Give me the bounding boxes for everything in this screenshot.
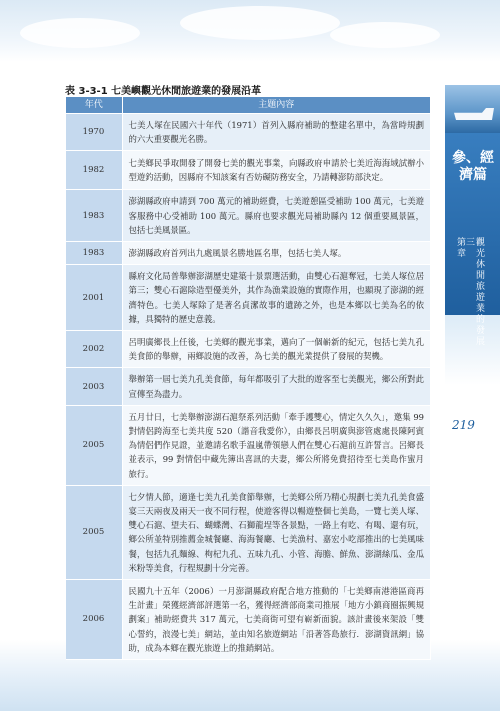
table-row <box>66 151 431 190</box>
table-row <box>66 580 431 660</box>
row-content: 縣府文化局普舉辦澎湖歷史建築十景票選活動，由雙心石滬奪冠，七美人塚位居第三；雙心石滬除造型優美外，其作為漁業設施的實際作用，也顯現了澎湖的經濟特色。七美人塚除了是著名貞潔故事的遺跡之外，也是本鄉以七美為名的依據，具獨特的歷史意義。 <box>122 265 431 331</box>
row-content: 七夕情人節，適逢七美九孔美食節舉辦，七美鄉公所乃精心規劃七美九孔美食盛宴三天兩夜及兩天一夜不同行程，使遊客得以暢遊整個七美島，一覽七美人塚、雙心石滬、望夫石、蝴蝶灣、石獅龍埕等各景點，一路上有吃、有喝、還有玩，鄉公所並特別推薦金城餐廳、海海餐廳、七美漁村、嘉宏小吃部推出的七美風味餐，包括九孔麵線、枸杞九孔、五味九孔、小管、海膽、鮮魚、澎湖絲瓜、金瓜米粉等美食，行程規劃十分完善。 <box>122 485 431 579</box>
header-content: 主題內容 <box>122 97 431 114</box>
row-year: 1982 <box>66 151 123 190</box>
row-content: 呂明廣鄉長上任後，七美鄉的觀光事業，邁向了一個嶄新的紀元，包括七美九孔美食節的舉辦，兩鄉設施的改善，為七美的觀光業提供了發展的契機。 <box>122 331 431 368</box>
row-year: 2003 <box>66 368 123 405</box>
row-year: 1970 <box>66 114 123 151</box>
cloud <box>20 18 140 48</box>
row-content: 舉辦第一屆七美九孔美食節，每年都吸引了大批的遊客至七美觀光，鄉公所對此宣傳至為盡力。 <box>122 368 431 405</box>
row-year: 2002 <box>66 331 123 368</box>
section-title: 參、經濟篇 <box>452 150 494 183</box>
table-row <box>66 405 431 485</box>
header-year: 年代 <box>66 97 123 114</box>
table-row <box>66 368 431 405</box>
row-year: 2005 <box>66 405 123 485</box>
table-caption: 表 3-3-1 七美嶼觀光休閒旅遊業的發展沿革 <box>65 86 262 97</box>
row-content: 七美鄉民爭取開發了開發七美的觀光事業，向縣政府申請於七美近海海域試辦小型遊釣活動，因縣府不知該案有否妨礙防務安全，乃請轉澎防部決定。 <box>122 151 431 190</box>
row-year: 1983 <box>66 190 123 242</box>
row-year: 1983 <box>66 242 123 265</box>
table-row <box>66 190 431 242</box>
row-content: 澎湖縣政府首列出九處風景名勝地區名單，包括七美人塚。 <box>122 242 431 265</box>
table-header-row <box>66 97 431 114</box>
chapter-title: 觀光休閒旅遊業的發展 <box>476 238 486 347</box>
row-content: 五月廿日，七美舉辦澎湖石滬祭系列活動「牽手護雙心，情定久久久」，邀集 99 對情侶跨海至七美共度 520（諧音我愛你），由鄉長呂明廣與澎管處處長陳阿賓為情侶們作見證，並邀請名歌手温嵐帶領戀人們在雙心石滬前互許誓言。呂鄉長並表示，99 對情侶中藏先簿出喜訊的夫妻，鄉公所將免費招待至七美島作蜜月旅行。 <box>122 405 431 485</box>
row-content: 民國九十五年（2006）一月澎湖縣政府配合地方推動的「七美鄉南港港區商再生計畫」榮獲經濟部評選第一名，獲得經濟部商業司推展「地方小鎮商圈振興規劃案」補助經費共 317 萬元，七美商街可望有嶄新面貌。該計畫後來架設「雙心誓約，浪漫七美」網站，並由知名旅遊網站「沿著答島旅行．澎湖資訊網」協助，成為本鄉在觀光旅遊上的推銷網站。 <box>122 580 431 660</box>
row-year: 2006 <box>66 580 123 660</box>
cloud <box>330 22 440 48</box>
page-number: 219 <box>452 418 475 432</box>
development-timeline-table <box>65 96 431 660</box>
cloud <box>180 6 340 40</box>
sidebar-fade <box>445 315 500 385</box>
table-row <box>66 242 431 265</box>
table-row <box>66 114 431 151</box>
table-row <box>66 331 431 368</box>
row-year: 2001 <box>66 265 123 331</box>
row-content: 澎湖縣政府申請到 700 萬元的補助經費，七美遊憩區受補助 100 萬元，七美遊客服務中心受補助 100 萬元。縣府也要求觀光局補助縣內 12 個重要風景區，包括七美風景區。 <box>122 190 431 242</box>
row-content: 七美人塚在民國六十年代（1971）首列入縣府補助的整建名單中，為當時規劃的六大重要觀光名勝。 <box>122 114 431 151</box>
table-row <box>66 265 431 331</box>
table-row <box>66 485 431 579</box>
chapter-label: 第三章 <box>457 238 476 259</box>
row-year: 2005 <box>66 485 123 579</box>
